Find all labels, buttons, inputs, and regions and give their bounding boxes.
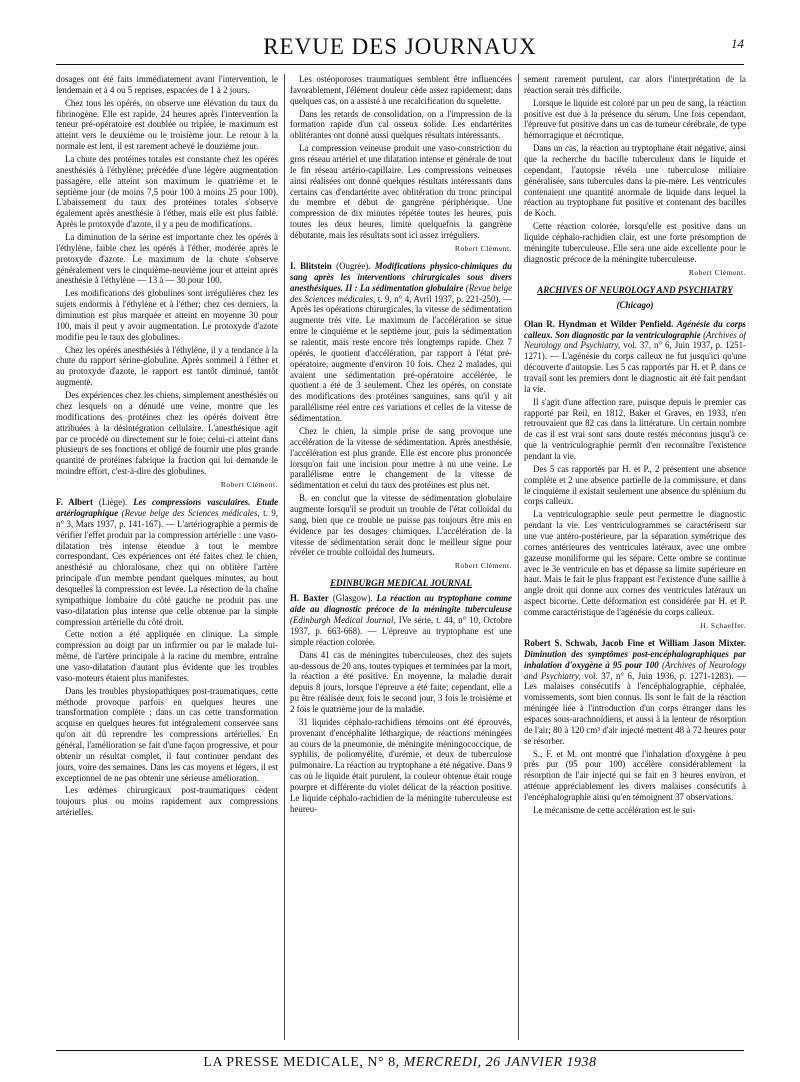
section-heading: EDINBURGH MEDICAL JOURNAL (330, 578, 472, 589)
paragraph: 31 liquides céphalo-rachidiens témoins ont été éprouvés, provenant d'encéphalite léthargique, de réactions méningées au cours de la pneumonie, de méningite méningococcique, de syphilis, de poliomyélite, d'urémie, et deux de tuberculose pulmonaire. La réaction au tryptophane a été négative. Dans 9 cas où le liquide était purulent, la couleur obtenue était rouge pourpre et différente du violet délicat de la réaction positive. Le liquide céphalo-rachidien de la méningite tuberculeuse est heureu- (290, 716, 512, 814)
paragraph: Lorsque le liquide est coloré par un peu de sang, la réaction positive est due à la présence du sérum. Une fois cependant, l'épreuve fut positive dans un cas de tumeur cérébrale, de type hémorragique et nécrotique. (524, 97, 746, 141)
paragraph: Chez le chien, la simple prise de sang provoque une accélération de la vitesse de sédimentation. Après anesthésie, l'accélération est plus grande. Elle est encore plus prononcée lorsqu'on fait une incision pour mettre à nu une veine. Le parallélisme entre le changement de la vitesse de sédimentation et celui du taux des protéines est plus net. (290, 425, 512, 491)
paragraph: B. en conclut que la vitesse de sédimentation globulaire augmente lorsqu'il se produit un trouble de l'état colloïdal du sang, bien que ce trouble ne puisse pas toujours être mis en évidence par les dosages chimiques. L'accélération de la vitesse de sédimentation serait donc le meilleur signe pour révéler ce trouble colloïdal des humeurs. (290, 493, 512, 558)
page-footer (56, 1050, 744, 1071)
article-reference: vol. 37, n° 6, Juin 1936, p. 1271-1283). — Les malaises consécutifs à l'encéphalographie, céphalée, vomissements, sont bien connus. Ils sont le fait de la réaction méningée liée à l'introduction d'un corps étranger dans les espaces sous-arachnoïdiens, et aussi à la lenteur de résorption de l'air; 80 à 120 cm³ d'air injecté mettent 48 à 72 heures pour se résorber. (524, 670, 746, 746)
article-title: Modifications physico-chimiques du sang après les interventions chirurgicales sous divers anesthésiques. II : La sédimentation globulaire (290, 261, 512, 293)
article-abstract (290, 261, 512, 424)
footer-rule (56, 1050, 744, 1051)
paragraph: Dans un cas, la réaction au tryptophane était négative, ainsi que la recherche du bacille tuberculeux dans le liquide et cependant, l'autopsie révéla une tuberculose miliaire généralisée, sans tubercules dans la pie-mère. Les ventricules contenaient une quantité anormale de liquide dans lequel la réaction au tryptophane fut positive et contenant des bacilles de Koch. (524, 143, 746, 219)
column-divider (518, 74, 519, 1040)
paragraph: Les ostéoporoses traumatiques semblent être influencées favorablement, l'élément douleur cède assez rapidement; dans quelques cas, on a assisté à une recalcification du squelette. (290, 74, 512, 106)
paragraph: dosages ont été faits immédiatement avant l'intervention, le lendemain et à 4 ou 5 reprises, espacées de 1 à 2 jours. (56, 74, 278, 95)
article-author: Olan R. Hyndman et Wilder Penfield. (524, 318, 674, 329)
paragraph: Les œdèmes chirurgicaux post-traumatiques cèdent toujours plus ou moins rapidement aux compressions artérielles. (56, 785, 278, 818)
article-source: (Archives of Neurology and Psychiatry, (524, 329, 746, 351)
article-source: (Revue belge des Sciences médicales, (290, 282, 512, 304)
article-abstract (524, 319, 746, 395)
column-2 (290, 74, 512, 1040)
page-number: 14 (731, 36, 744, 51)
paragraph: Cette notion a été appliquée en clinique. La simple compression au doigt par un infirmier ou par le malade lui-même, de l'artère principale à la racine du membre, entraîne une vaso-dilatation d'autant plus évidente que les troubles vaso-moteurs étaient plus manifestes. (56, 629, 278, 683)
paragraph: Des expériences chez les chiens, simplement anesthésiés ou chez lesquels on a dénudé une veine, montre que les modifications des protéines chez les opérés doivent être attribuées à la désintégration cellulaire. L'anesthésique agit par ce procédé ou directement sur le foie; celui-ci atteint dans plusieurs de ses fonctions et obligé de fournir une plus grande quantité de protéines fabrique la fraction qui lui demande le moindre effort, c'est-à-dire des globulines. (56, 390, 278, 477)
signature: Robert Clément. (454, 561, 512, 571)
paragraph: La compression veineuse produit une vaso-constriction du gros réseau artériel et une dilatation intense et générale de tout le fin réseau artério-capillaire. Les compressions veineuses ainsi réalisées ont donné quelques résultats intéressants dans certains cas d'endartérite avec oblitération du tronc principal du membre et début de gangrène périphérique. Une compression de dix minutes répétée toutes les heures, puis toutes les deux heures, limite quelquefois la gangrène débutante, mais les résultats sont ici assez irréguliers. (290, 143, 512, 241)
column-3 (524, 74, 746, 1040)
paragraph: Dans les retards de consolidation, on a l'impression de la formation rapide d'un cal osseux solide. Les endartérites oblitérantes ont donné aussi quelques résultats intéressants. (290, 108, 512, 141)
paragraph: Des 5 cas rapportés par H. et P., 2 présentent une absence complète et 2 une absence partielle de la commissure, et dans le cinquième il existait seulement une absence du splénium du corps calleux. (524, 463, 746, 507)
article-abstract (56, 497, 278, 627)
column-divider (284, 74, 285, 1040)
journal-section-title: REVUE DES JOURNAUX (263, 34, 537, 59)
article-abstract (290, 593, 512, 647)
paragraph: Il s'agit d'une affection rare, puisque depuis le premier cas rapporté par Reil, en 1812, Baker et Graves, en 1933, n'en retrouvaient que 82 cas dans la littérature. Un certain nombre de cas il est vrai sont sans doute restés méconnus jusqu'à ce que la ventriculographie permît d'en reconnaître l'existence pendant la vie. (524, 396, 746, 461)
article-title: Les compressions vasculaires. Etude artériographique (56, 497, 278, 518)
article-reference: t. 9, n° 3, Mars 1937, p. 141-167). — L'artériographie a permis de vérifier l'effet produit par la compression artérielle : une vaso-dilatation très intense étendue à tout le membre correspondant. Ces expériences ont été faites chez le chien, anesthésié au chloralosane, chez qui on oblitère l'artère principale d'un membre pendant quelques minutes, au bout desquelles la compression est levée. La résection de la chaîne sympathique lombaire du côté gauche ne produit pas une vaso-dilatation plus intense que celle obtenue par la simple compression artérielle du côté droit. (56, 507, 278, 627)
signature: H. Schaeffer. (700, 620, 746, 630)
article-abstract (524, 638, 746, 747)
paragraph: Les modifications des globulines sont irrégulières chez les sujets endormis à l'éthylène et à l'éther; chez ces derniers, la diminution est plus marquée et atteint en moyenne 30 pour 100, mais il peut y avoir augmentation. Le protoxyde d'azote modifie peu le taux des globulines. (56, 288, 278, 342)
signature: Robert Clément. (688, 267, 746, 277)
paragraph: Chez tous les opérés, on observe une élévation du taux du fibrinogène. Elle est rapide, 24 heures après l'intervention la teneur pré-opératoire est doublée ou triplée, le maximum est atteint vers le deuxième ou le troisième jour. Le retour à la normale est lent, il est rarement achevé le douzième jour. (56, 97, 278, 152)
column-1 (56, 74, 278, 1040)
article-author: H. Baxter (290, 593, 329, 604)
paragraph: S., F. et M. ont montré que l'inhalation d'oxygène à peu près pur (95 pour 100) accélère considérablement la résorption de l'air injecté qui se fait en 3 heures environ, et atténue appréciablement les divers malaises consécutifs à l'encéphalographie ainsi qu'en témoignent 37 observations. (524, 748, 746, 803)
article-reference: t. 9, n° 4, Avril 1937, p. 221-250). — Après les opérations chirurgicales, la vitesse de sédimentation augmente très vite. Le maximum de l'accélération se situe entre le cinquième et le septième jour, puis la sédimentation se ralentit, mais reste encore très longtemps rapide. Chez 7 opérés, le quotient d'accélération, par rapport à l'état pré-opératoire, augmente d'environ 10 fois. Chez 2 malades, qui avaient une sédimentation pré-opératoire accélérée, le quotient a été de 3 seulement. Chez les opérés, on constate des modifications des protéines sanguines, sans qu'il y ait parallélisme réel entre ces variations et celles de la vitesse de sédimentation. (290, 293, 512, 424)
paragraph: Cette réaction colorée, lorsqu'elle est positive dans un liquide céphalo-rachidien clair, est une forte présomption de méningite tuberculeuse. Elle sera une aide excellente pour le diagnostic précoce de la méningite tuberculeuse. (524, 221, 746, 264)
article-author: I. Blitstein (290, 261, 332, 272)
article-place: (Ougrée). (336, 261, 371, 272)
article-reference: IVe série, t. 44, n° 10, Octobre 1937, p. 663-668). — L'épreuve au tryptophane est une simple réaction colorée. (290, 615, 512, 647)
signature: Robert Clément. (220, 479, 278, 489)
article-source: (Archives of Neurology and Psychiatry, (524, 659, 746, 681)
section-subheading: (Chicago) (616, 299, 654, 310)
paragraph: La ventriculographie seule peut permettre le diagnostic pendant la vie. Les ventriculogrammes se caractérisent sur une vue antéro-postérieure, par la séparation symétrique des cornes antérieures des ventricules latéraux, avec une ombre gazeuse moniliforme qui les sépare. Cette ombre se continue avec le 3e ventricule en bas et dépasse sa limite supérieure en haut. Mais le fait le plus frappant est l'existence d'une saillie à angle droit qui donne aux cornes des ventricules latéraux un aspect bicorne. Cette déformation est considérée par H. et P. comme caractéristique de l'agénésie du corps calleux. (524, 509, 746, 618)
article-title: Diminution des symptômes post-encéphalographiques par inhalation d'oxygène à 95 pour 100 (524, 648, 746, 670)
paragraph: Chez les opérés anesthésiés à l'éthylène, il y a tendance à la chute du rapport sérine-globuline. Après sommeil à l'éther et au protoxyde d'azote, le rapport est tantôt diminué, tantôt augmenté. (56, 344, 278, 388)
article-title: La réaction au tryptophane comme aide au diagnostic précoce de la méningite tuberculeuse (290, 593, 512, 615)
paragraph: Le mécanisme de cette accélération est le sui- (533, 804, 696, 815)
paragraph: sement rarement purulent, car alors l'interprétation de la réaction serait très difficile. (524, 74, 746, 95)
article-source: (Edinburgh Medical Journal, (290, 615, 396, 626)
footer-text (56, 1055, 744, 1071)
article-reference: vol. 37, n° 6, Juin 1937, p. 1251-1271). — L'agénésie du corps calleux ne fut jusqu'ici qu'une découverte d'autopsie. Les 5 cas rapportés par H. et P. dans ce travail sont les premiers dont le diagnostic ait été fait pendant la vie. (524, 340, 746, 394)
paragraph: Dans les troubles physiopathiques post-traumatiques, cette méthode provoque parfois en quelques heures une transformation complète ; dans un cas cette transformation acquise en quelques heures fut intégralement conservée sans qu'on ait dû reprendre les compressions artérielles. En général, l'amélioration se fait d'une façon progressive, et pour obtenir un résultat complet, il faut continuer pendant des jours, voire des semaines. Dans les cas moyens et légers, il est exceptionnel de ne pas obtenir une sérieuse amélioration. (56, 685, 278, 783)
paragraph: La diminution de la sérine est importante chez les opérés à l'éthylène, faible chez les opérés à l'éther, modérée après le protoxyde d'azote. Le maximum de la chute s'observe généralement vers le cinquième-neuvième jour et atteint après anesthésie à l'éthylène — 13 à — 30 pour 100. (56, 232, 278, 286)
article-place: (Glasgow). (332, 593, 373, 604)
footer-journal: LA PRESSE MEDICALE, N° 8, (203, 1055, 400, 1070)
article-title: Agénésie du corps calleux. Son diagnostic par la ventriculographie (524, 318, 746, 340)
article-author: Robert S. Schwab, Jacob Fine et William Jason Mixter. (524, 638, 746, 649)
article-author: F. Albert (56, 497, 93, 508)
page-header (56, 28, 744, 68)
section-heading: ARCHIVES OF NEUROLOGY AND PSYCHIATRY (537, 284, 733, 295)
article-source: (Revue belge des Sciences médicales, (121, 507, 260, 518)
paragraph: Dans 41 cas de méningites tuberculeuses, chez des sujets au-dessous de 20 ans, toutes typiques et terminées par la mort, la réaction a été positive. En moyenne, la maladie durait depuis 8 jours, lorsque l'épreuve a été faite; cependant, elle a pu être réalisée deux fois le second jour, 3 fois le troisième et 2 fois le quatrième jour de la maladie. (290, 649, 512, 714)
paragraph: La chute des protéines totales est constante chez les opérés anesthésiés à l'éthylène; précédée d'une légère augmentation passagère, elle atteint son maximum le quatrième et le septième jour (de moins 7,5 pour 100 à moins 25 pour 100). L'abaissement du taux des protéines totales s'observe également après anesthésie à l'éther, mais elle est plus faible. Après le protoxyde d'azote, il y a peu de modifications. (56, 154, 278, 230)
footer-date: MERCREDI, 26 JANVIER 1938 (403, 1055, 597, 1070)
article-place: (Liège). (98, 497, 128, 508)
signature: Robert Clément. (454, 243, 512, 253)
header-rule (56, 64, 744, 65)
